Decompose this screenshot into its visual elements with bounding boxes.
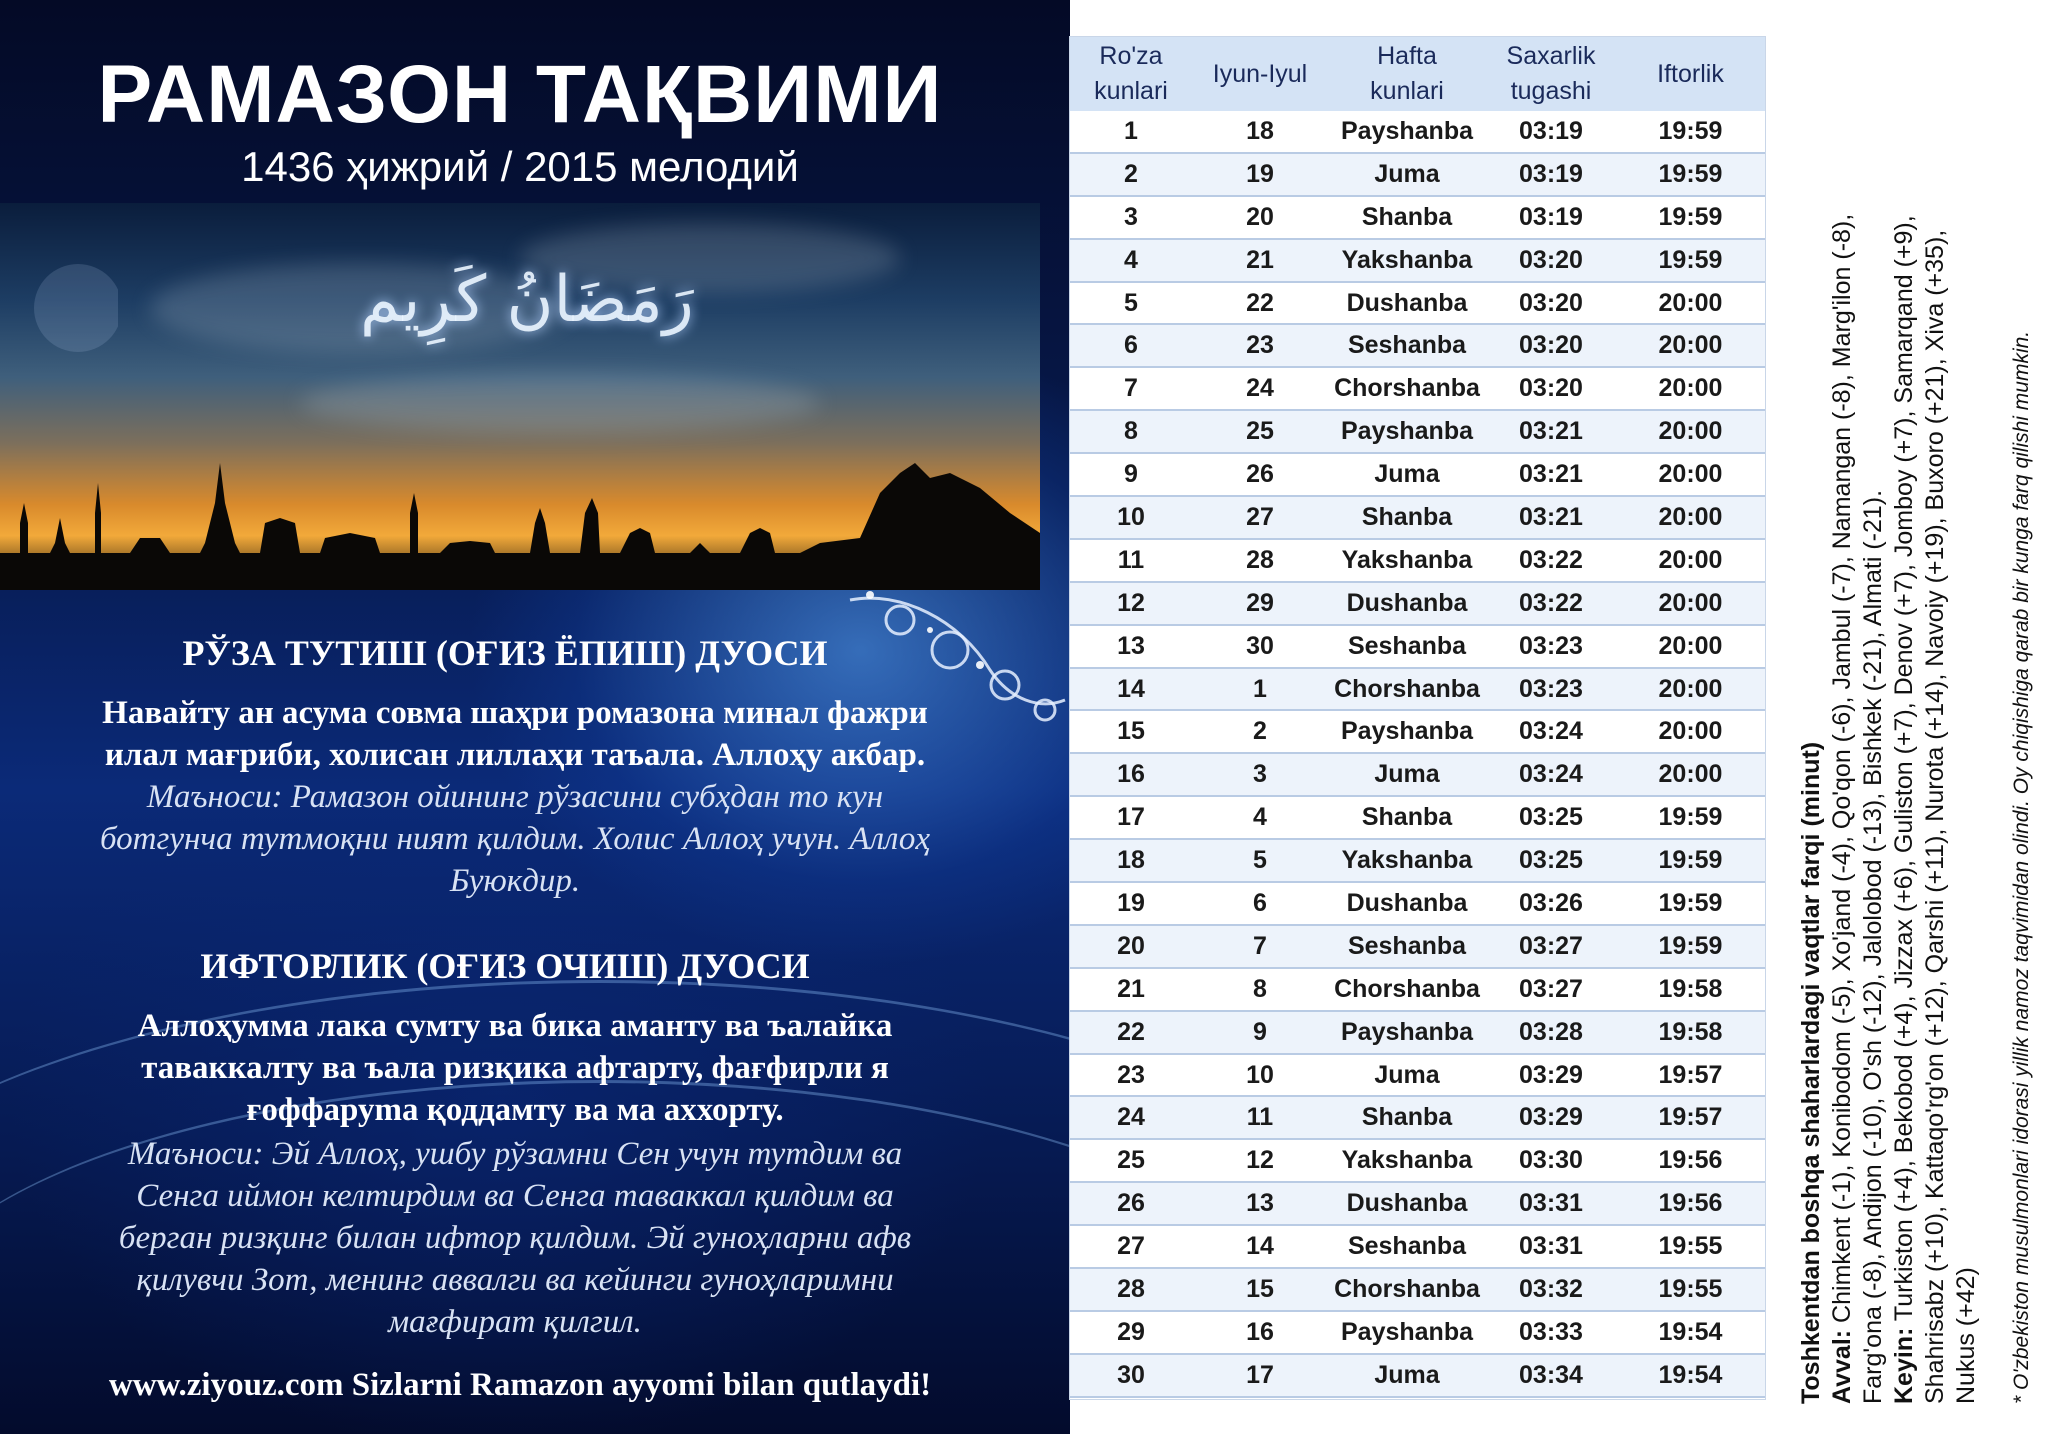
suhoor-dua-line: илал мағриби, холисан лиллаҳи таъала. Аллоҳу акбар. (104, 737, 926, 773)
cell-date: 3 (1192, 753, 1328, 796)
cell-suhoor-end: 03:29 (1486, 1096, 1616, 1139)
table-row (1070, 539, 1765, 582)
cell-weekday: Payshanba (1328, 1311, 1486, 1354)
table-row (1070, 153, 1765, 196)
cell-weekday: Juma (1328, 453, 1486, 496)
cell-iftar: 19:58 (1616, 968, 1765, 1011)
table-row (1070, 496, 1765, 539)
cell-date: 11 (1192, 1096, 1328, 1139)
table-row (1070, 753, 1765, 796)
cell-iftar: 20:00 (1616, 539, 1765, 582)
crescent-moon-icon (28, 253, 118, 363)
night-skyline-image (0, 203, 1040, 590)
cell-weekday: Chorshanba (1328, 668, 1486, 711)
table-row (1070, 625, 1765, 668)
city-notes-after: Keyin: Turkiston (+4), Bekobod (+4), Jizzax (+6), Guliston (+7), Denov (+7), Jomboy (+7), Samarqand (+9), (1890, 215, 1918, 1404)
cell-iftar: 19:57 (1616, 1096, 1765, 1139)
cell-suhoor-end: 03:19 (1486, 196, 1616, 239)
suhoor-dua-line: Навайту ан асума совма шаҳри ромазона минал фажри (102, 695, 928, 731)
cell-iftar: 19:57 (1616, 1054, 1765, 1097)
suhoor-dua-text (20, 692, 1010, 776)
cell-date: 7 (1192, 925, 1328, 968)
cell-iftar: 19:59 (1616, 839, 1765, 882)
cell-fast-day: 10 (1070, 496, 1192, 539)
cell-iftar: 20:00 (1616, 625, 1765, 668)
cell-iftar: 19:54 (1616, 1354, 1765, 1397)
cell-iftar: 20:00 (1616, 753, 1765, 796)
cell-suhoor-end: 03:21 (1486, 453, 1616, 496)
cell-suhoor-end: 03:33 (1486, 1311, 1616, 1354)
col-header-weekday: Hafta kunlari (1328, 37, 1486, 111)
cell-date: 21 (1192, 239, 1328, 282)
cell-suhoor-end: 03:20 (1486, 282, 1616, 325)
cell-suhoor-end: 03:19 (1486, 111, 1616, 153)
cell-date: 27 (1192, 496, 1328, 539)
col-header-suhoor-end: Saxarlik tugashi (1486, 37, 1616, 111)
cell-iftar: 20:00 (1616, 582, 1765, 625)
cell-date: 18 (1192, 111, 1328, 153)
cell-iftar: 19:55 (1616, 1268, 1765, 1311)
iftar-meaning-line: Сенга иймон келтирдим ва Сенга таваккал қилдим ва (136, 1178, 894, 1214)
col-header-fast-day: Ro'za kunlari (1070, 37, 1192, 111)
cell-weekday: Chorshanba (1328, 367, 1486, 410)
cell-fast-day: 22 (1070, 1011, 1192, 1054)
timetable-body (1070, 111, 1765, 1397)
cell-date: 17 (1192, 1354, 1328, 1397)
cell-suhoor-end: 03:20 (1486, 324, 1616, 367)
table-row (1070, 324, 1765, 367)
cell-iftar: 19:59 (1616, 239, 1765, 282)
table-row (1070, 410, 1765, 453)
cell-weekday: Seshanba (1328, 324, 1486, 367)
suhoor-meaning-line: Буюкдир. (449, 863, 581, 899)
cell-weekday: Yakshanba (1328, 539, 1486, 582)
cell-date: 25 (1192, 410, 1328, 453)
cell-fast-day: 30 (1070, 1354, 1192, 1397)
page-title: РАМАЗОН ТАҚВИМИ (97, 49, 943, 140)
city-notes-title: Toshkentdan boshqa shaharlardagi vaqtlar farqi (minut) (1797, 741, 1825, 1404)
iftar-meaning-line: мағфират қилгил. (388, 1304, 642, 1340)
cell-fast-day: 8 (1070, 410, 1192, 453)
iftar-dua-line: Аллоҳумма лака сумту ва бика аманту ва ъалайка (137, 1008, 893, 1044)
table-row (1070, 1096, 1765, 1139)
cell-date: 26 (1192, 453, 1328, 496)
iftar-dua-heading: ИФТОРЛИК (ОҒИЗ ОЧИШ) ДУОСИ (200, 946, 810, 986)
cell-fast-day: 28 (1070, 1268, 1192, 1311)
cell-date: 8 (1192, 968, 1328, 1011)
cell-iftar: 20:00 (1616, 710, 1765, 753)
cell-date: 24 (1192, 367, 1328, 410)
iftar-dua-line: ғоффаруma қоддамту ва ма аххорту. (246, 1092, 784, 1128)
iftar-meaning-line: қилувчи Зот, менинг аввалги ва кейинги гуноҳларимни (136, 1262, 894, 1298)
cell-suhoor-end: 03:29 (1486, 1054, 1616, 1097)
cell-iftar: 20:00 (1616, 496, 1765, 539)
cell-fast-day: 2 (1070, 153, 1192, 196)
cell-date: 10 (1192, 1054, 1328, 1097)
cell-weekday: Dushanba (1328, 582, 1486, 625)
city-time-differences (1796, 214, 1982, 1404)
table-row (1070, 1139, 1765, 1182)
cell-suhoor-end: 03:21 (1486, 496, 1616, 539)
table-row (1070, 196, 1765, 239)
cell-suhoor-end: 03:25 (1486, 839, 1616, 882)
city-notes-before: Avval: Chimkent (-1), Konibodom (-5), Xo'jand (-4), Qo'qon (-6), Jambul (-7), Namangan (-8), Marg'ilon (-8), (1828, 213, 1856, 1404)
cell-suhoor-end: 03:28 (1486, 1011, 1616, 1054)
cell-fast-day: 16 (1070, 753, 1192, 796)
source-note: * O'zbekiston musulmonlari idorasi yillik namoz taqvimidan olindi. Oy chiqishiga qarab bir kunga farq qilishi mumkin. (2010, 330, 2033, 1404)
cell-fast-day: 13 (1070, 625, 1192, 668)
cell-weekday: Seshanba (1328, 925, 1486, 968)
cell-weekday: Yakshanba (1328, 1139, 1486, 1182)
suhoor-dua-heading: РЎЗА ТУТИШ (ОҒИЗ ЁПИШ) ДУОСИ (182, 633, 828, 673)
cell-fast-day: 3 (1070, 196, 1192, 239)
table-row (1070, 1311, 1765, 1354)
suhoor-dua-meaning (20, 776, 1010, 902)
cell-weekday: Juma (1328, 1354, 1486, 1397)
cell-iftar: 20:00 (1616, 453, 1765, 496)
cell-suhoor-end: 03:30 (1486, 1139, 1616, 1182)
iftar-dua-text (20, 1005, 1010, 1131)
cell-fast-day: 18 (1070, 839, 1192, 882)
cell-suhoor-end: 03:23 (1486, 668, 1616, 711)
cell-suhoor-end: 03:34 (1486, 1354, 1616, 1397)
table-header-row (1070, 37, 1765, 111)
cell-date: 28 (1192, 539, 1328, 582)
cell-iftar: 19:55 (1616, 1225, 1765, 1268)
cell-iftar: 19:56 (1616, 1182, 1765, 1225)
iftar-dua-line: таваккалту ва ъала ризқика афтарту, фағфирли я (141, 1050, 889, 1086)
table-row (1070, 796, 1765, 839)
table-row (1070, 1182, 1765, 1225)
cell-fast-day: 9 (1070, 453, 1192, 496)
cell-fast-day: 17 (1070, 796, 1192, 839)
cell-weekday: Juma (1328, 153, 1486, 196)
cell-date: 1 (1192, 668, 1328, 711)
cell-iftar: 20:00 (1616, 668, 1765, 711)
cell-suhoor-end: 03:24 (1486, 753, 1616, 796)
cell-weekday: Payshanba (1328, 111, 1486, 153)
cell-iftar: 19:59 (1616, 925, 1765, 968)
table-row (1070, 710, 1765, 753)
table-row (1070, 582, 1765, 625)
cell-suhoor-end: 03:25 (1486, 796, 1616, 839)
cell-weekday: Seshanba (1328, 1225, 1486, 1268)
cell-suhoor-end: 03:26 (1486, 882, 1616, 925)
cell-suhoor-end: 03:20 (1486, 367, 1616, 410)
cell-fast-day: 19 (1070, 882, 1192, 925)
cell-suhoor-end: 03:21 (1486, 410, 1616, 453)
cell-date: 13 (1192, 1182, 1328, 1225)
cell-weekday: Chorshanba (1328, 1268, 1486, 1311)
cell-weekday: Payshanba (1328, 1011, 1486, 1054)
table-row (1070, 925, 1765, 968)
cell-iftar: 19:59 (1616, 111, 1765, 153)
cell-iftar: 20:00 (1616, 282, 1765, 325)
table-row (1070, 1011, 1765, 1054)
iftar-meaning-line: Маъноси: Эй Аллоҳ, ушбу рўзамни Сен учун тутдим ва (127, 1136, 903, 1172)
cell-weekday: Dushanba (1328, 282, 1486, 325)
cell-iftar: 20:00 (1616, 410, 1765, 453)
table-row (1070, 282, 1765, 325)
cell-weekday: Juma (1328, 1054, 1486, 1097)
city-skyline-icon (0, 403, 1040, 590)
cell-date: 16 (1192, 1311, 1328, 1354)
table-row (1070, 668, 1765, 711)
cell-date: 6 (1192, 882, 1328, 925)
table-row (1070, 239, 1765, 282)
cell-suhoor-end: 03:31 (1486, 1182, 1616, 1225)
cell-weekday: Payshanba (1328, 710, 1486, 753)
cell-date: 19 (1192, 153, 1328, 196)
table-row (1070, 453, 1765, 496)
cell-date: 2 (1192, 710, 1328, 753)
cell-date: 23 (1192, 324, 1328, 367)
cell-fast-day: 25 (1070, 1139, 1192, 1182)
table-row (1070, 839, 1765, 882)
table-row (1070, 111, 1765, 153)
cell-weekday: Shanba (1328, 496, 1486, 539)
cell-weekday: Yakshanba (1328, 839, 1486, 882)
cell-iftar: 19:56 (1616, 1139, 1765, 1182)
city-notes-after: Nukus (+42) (1952, 1267, 1980, 1404)
table-row (1070, 882, 1765, 925)
suhoor-meaning-line: Маъноси: Рамазон ойининг рўзасини субҳдан то кун (146, 779, 884, 815)
col-header-date: Iyun-Iyul (1192, 37, 1328, 111)
cell-iftar: 20:00 (1616, 324, 1765, 367)
footer-greeting: www.ziyouz.com Sizlarni Ramazon ayyomi bilan qutlaydi! (108, 1367, 932, 1403)
cell-weekday: Shanba (1328, 796, 1486, 839)
cell-suhoor-end: 03:24 (1486, 710, 1616, 753)
cell-date: 12 (1192, 1139, 1328, 1182)
cell-fast-day: 6 (1070, 324, 1192, 367)
city-notes-before: Farg'ona (-8), Andijon (-10), O'sh (-12), Jalolobod (-13), Bishkek (-21), Almati (-21). (1859, 489, 1887, 1404)
cell-fast-day: 23 (1070, 1054, 1192, 1097)
cell-date: 9 (1192, 1011, 1328, 1054)
cell-weekday: Payshanba (1328, 410, 1486, 453)
cell-iftar: 19:59 (1616, 196, 1765, 239)
cell-weekday: Seshanba (1328, 625, 1486, 668)
cell-iftar: 19:59 (1616, 153, 1765, 196)
cell-date: 14 (1192, 1225, 1328, 1268)
cell-fast-day: 27 (1070, 1225, 1192, 1268)
cell-fast-day: 12 (1070, 582, 1192, 625)
cell-fast-day: 7 (1070, 367, 1192, 410)
cell-weekday: Dushanba (1328, 882, 1486, 925)
cell-fast-day: 26 (1070, 1182, 1192, 1225)
cell-fast-day: 1 (1070, 111, 1192, 153)
iftar-dua-meaning (20, 1133, 1010, 1343)
cell-fast-day: 24 (1070, 1096, 1192, 1139)
cell-iftar: 19:59 (1616, 796, 1765, 839)
table-row (1070, 1225, 1765, 1268)
cell-suhoor-end: 03:23 (1486, 625, 1616, 668)
cell-fast-day: 20 (1070, 925, 1192, 968)
cell-fast-day: 4 (1070, 239, 1192, 282)
cell-fast-day: 29 (1070, 1311, 1192, 1354)
cell-weekday: Shanba (1328, 1096, 1486, 1139)
cell-date: 4 (1192, 796, 1328, 839)
cell-date: 5 (1192, 839, 1328, 882)
table-row (1070, 1268, 1765, 1311)
cell-suhoor-end: 03:32 (1486, 1268, 1616, 1311)
table-row (1070, 1354, 1765, 1397)
cell-iftar: 20:00 (1616, 367, 1765, 410)
cell-weekday: Chorshanba (1328, 968, 1486, 1011)
cell-date: 20 (1192, 196, 1328, 239)
cell-suhoor-end: 03:22 (1486, 582, 1616, 625)
cell-suhoor-end: 03:19 (1486, 153, 1616, 196)
cell-weekday: Shanba (1328, 196, 1486, 239)
cell-suhoor-end: 03:27 (1486, 925, 1616, 968)
timetable-table (1070, 37, 1765, 1398)
cell-fast-day: 5 (1070, 282, 1192, 325)
cell-fast-day: 21 (1070, 968, 1192, 1011)
ramadan-kareem-calligraphy: رَمَضَانُ كَرِيم (360, 263, 694, 337)
table-row (1070, 1054, 1765, 1097)
cell-suhoor-end: 03:31 (1486, 1225, 1616, 1268)
cell-iftar: 19:59 (1616, 882, 1765, 925)
cell-iftar: 19:54 (1616, 1311, 1765, 1354)
suhoor-meaning-line: ботгунча тутмоқни ният қилдим. Холис Аллоҳ учун. Аллоҳ (100, 821, 930, 857)
cell-weekday: Juma (1328, 753, 1486, 796)
cell-weekday: Dushanba (1328, 1182, 1486, 1225)
cell-fast-day: 14 (1070, 668, 1192, 711)
col-header-iftar: Iftorlik (1616, 37, 1765, 111)
cell-fast-day: 11 (1070, 539, 1192, 582)
cell-fast-day: 15 (1070, 710, 1192, 753)
cell-suhoor-end: 03:27 (1486, 968, 1616, 1011)
cell-date: 30 (1192, 625, 1328, 668)
city-notes-after: Shahrisabz (+10), Kattaqo'rg'on (+12), Qarshi (+11), Nurota (+14), Navoiy (+19), Buxoro (+21), Xiva (+35), (1921, 229, 1949, 1404)
table-row (1070, 968, 1765, 1011)
cell-date: 29 (1192, 582, 1328, 625)
cell-suhoor-end: 03:22 (1486, 539, 1616, 582)
page-subtitle: 1436 ҳижрий / 2015 мелодий (241, 143, 799, 190)
ramadan-timetable (1070, 37, 1765, 1399)
table-row (1070, 367, 1765, 410)
cell-date: 15 (1192, 1268, 1328, 1311)
cell-suhoor-end: 03:20 (1486, 239, 1616, 282)
iftar-meaning-line: берган ризқинг билан ифтор қилдим. Эй гуноҳларни афв (118, 1220, 912, 1256)
cell-date: 22 (1192, 282, 1328, 325)
cell-weekday: Yakshanba (1328, 239, 1486, 282)
cell-iftar: 19:58 (1616, 1011, 1765, 1054)
